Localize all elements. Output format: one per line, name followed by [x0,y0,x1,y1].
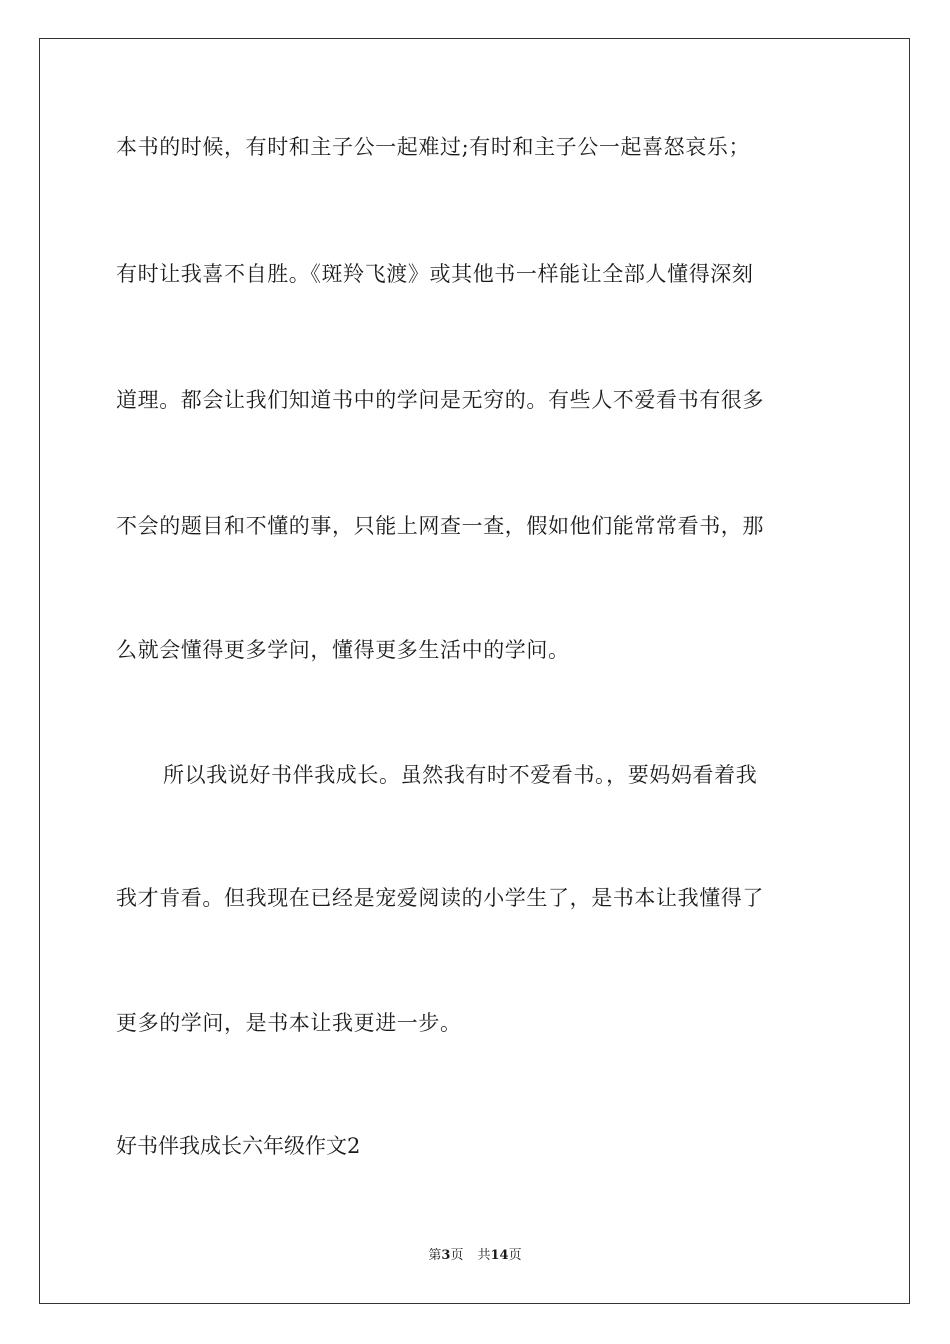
body-line-8: 更多的学问，是书本让我更进一步。 [116,1011,462,1035]
body-line-3: 道理。都会让我们知道书中的学问是无穷的。有些人不爱看书有很多 [116,388,764,412]
body-line-7: 我才肯看。但我现在已经是宠爱阅读的小学生了，是书本让我懂得了 [116,886,764,910]
footer-page-number: 3 [441,1248,451,1263]
page-border [39,38,910,1304]
footer-page-prefix: 第 [428,1248,442,1263]
footer-total-suffix: 页 [508,1248,522,1263]
page-footer [0,1247,950,1265]
body-line-5: 么就会懂得更多学问，懂得更多生活中的学问。 [116,638,570,662]
body-line-4: 不会的题目和不懂的事，只能上网查一查，假如他们能常常看书，那 [116,514,764,538]
section-title: 好书伴我成长六年级作文2 [116,1134,361,1158]
footer-page-suffix: 页 [450,1248,464,1263]
footer-total-pages: 14 [490,1248,509,1263]
footer-total-prefix: 共 [477,1248,491,1263]
body-line-1: 本书的时候，有时和主子公一起难过;有时和主子公一起喜怒哀乐； [116,135,751,159]
body-line-2: 有时让我喜不自胜。《斑羚飞渡》或其他书一样能让全部人懂得深刻 [116,262,754,286]
body-line-6-paragraph-start: 所以我说好书伴我成长。虽然我有时不爱看书。，要妈妈看着我 [163,763,758,787]
